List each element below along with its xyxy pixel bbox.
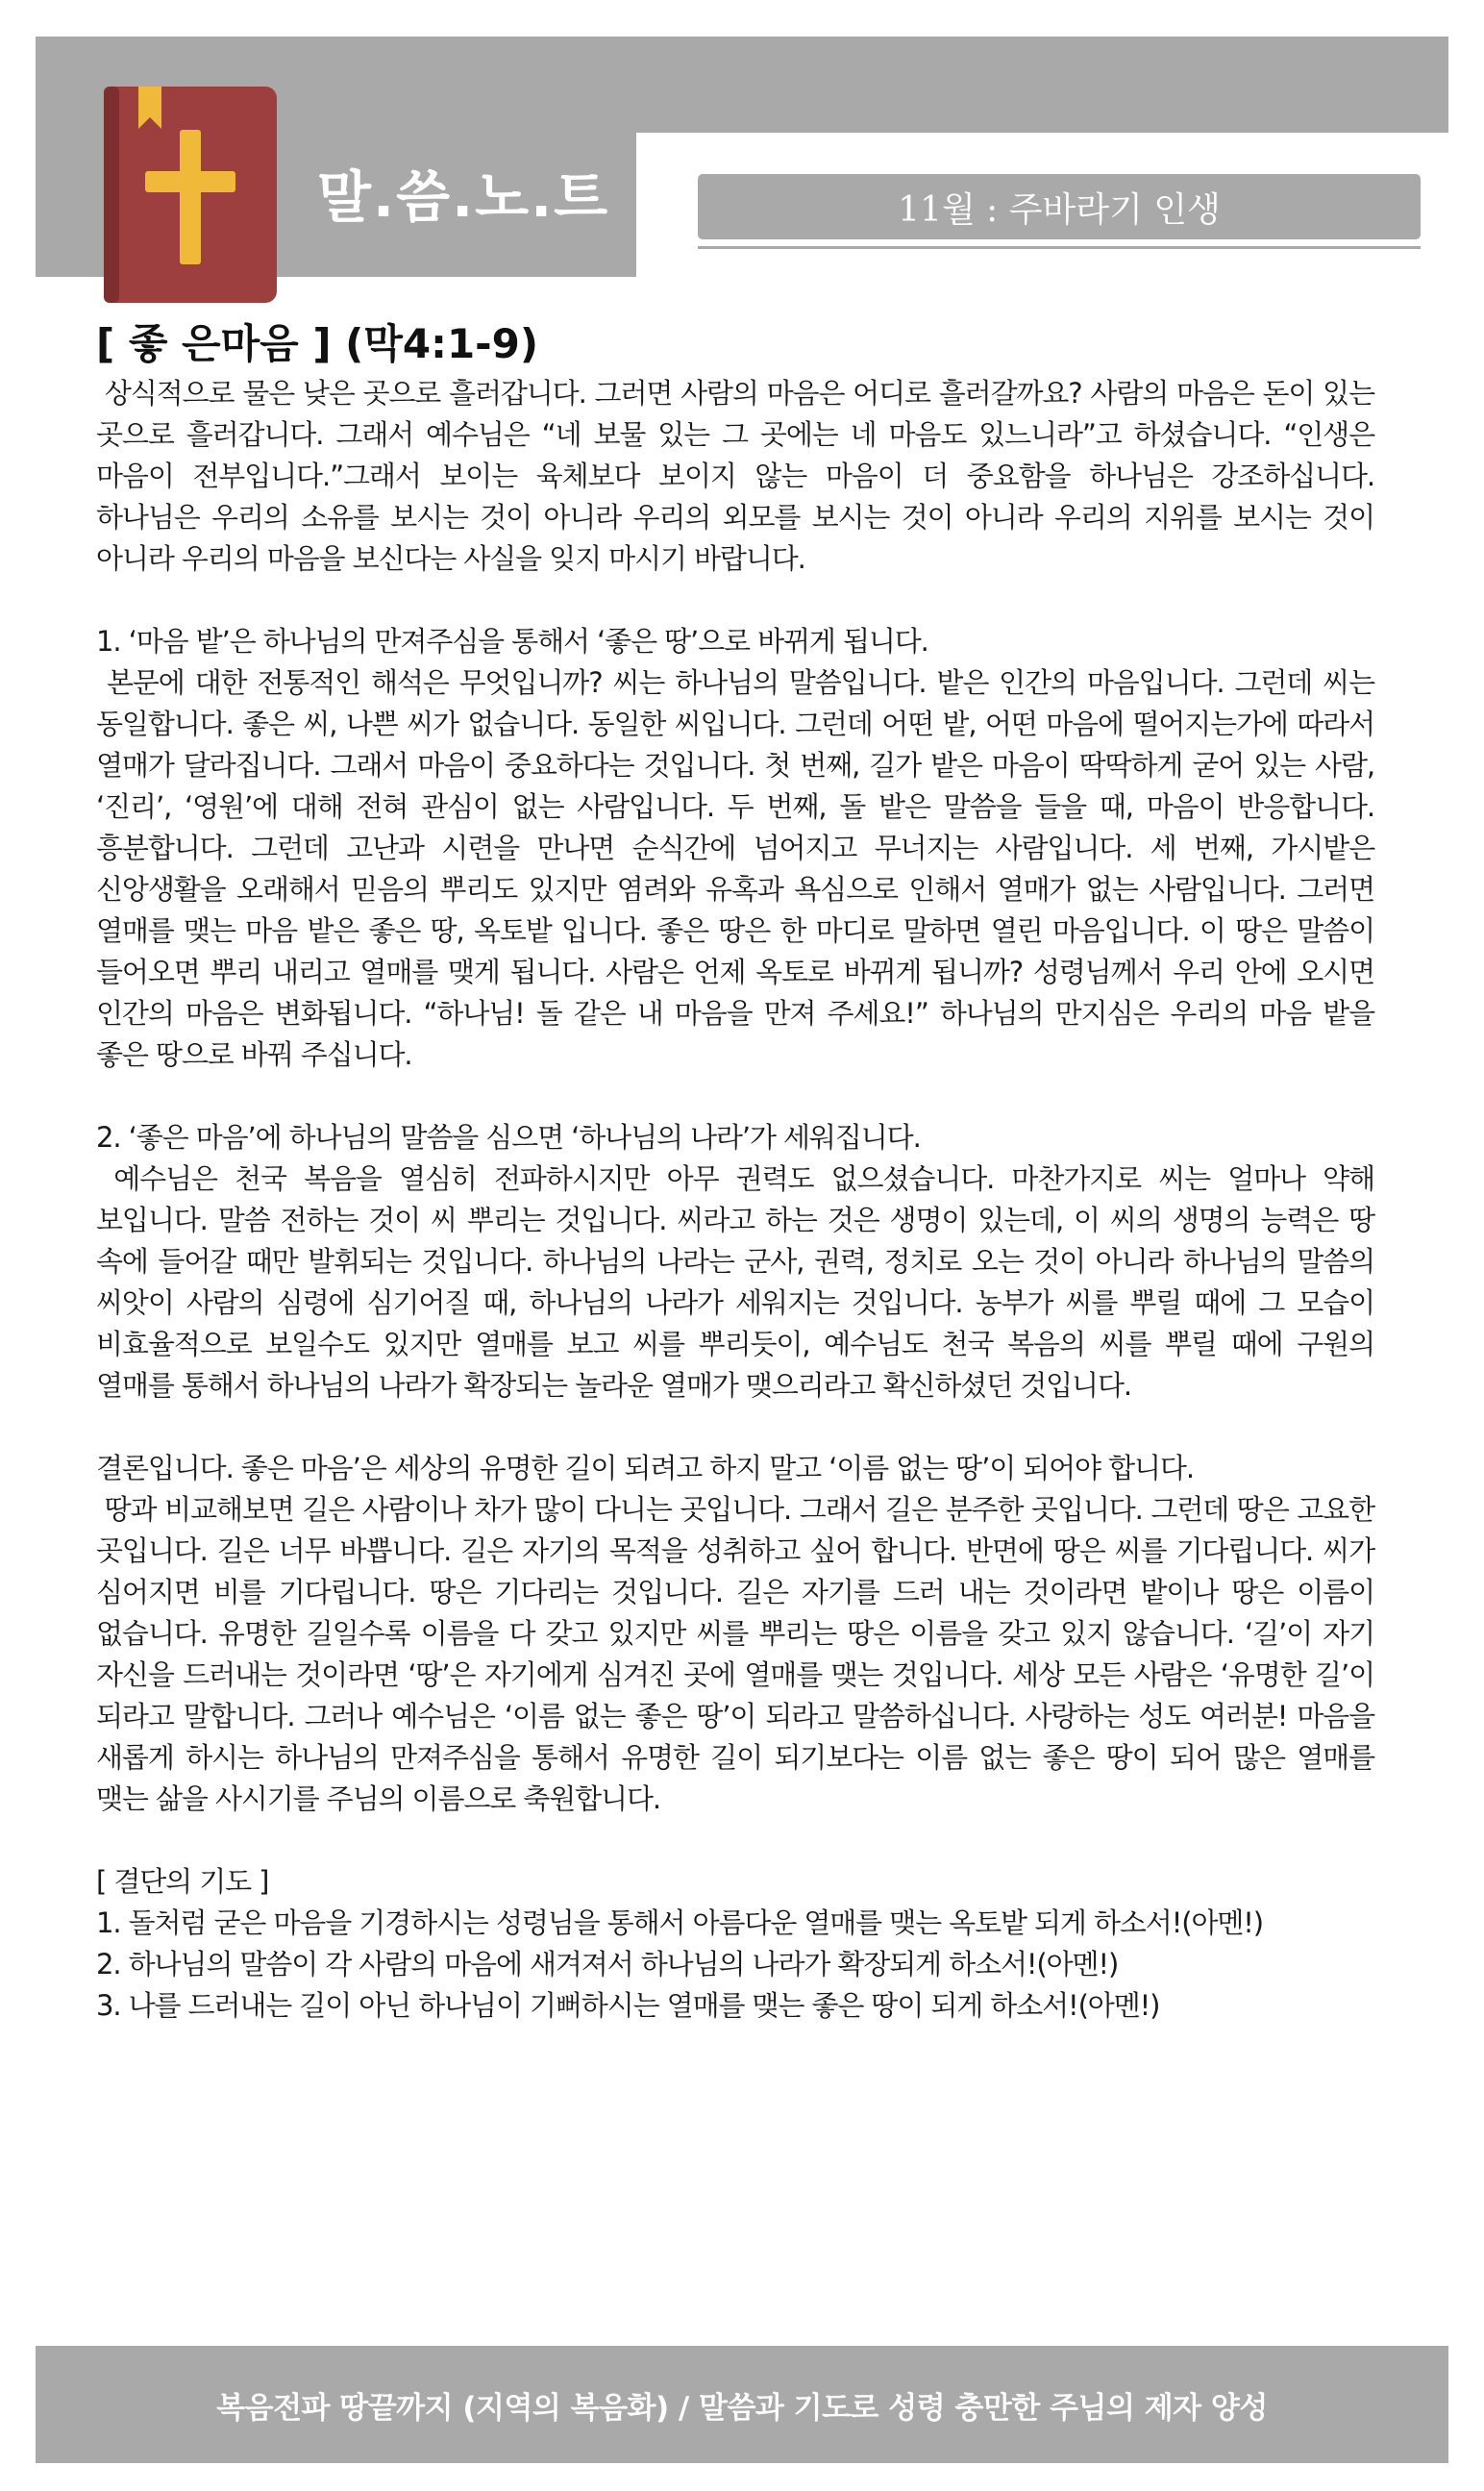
intro-paragraph: 상식적으로 물은 낮은 곳으로 흘러갑니다. 그러면 사람의 마음은 어디로 흘러갈까요? 사람의 마음은 돈이 있는 곳으로 흘러갑니다. 그래서 예수님은 “네 보물 있는 그 곳에는 네 마음도 있느니라”고 하셨습니다. “인생은 마음이 전부입니다.”그래서 보이는 육체보다 보이지 않는 마음이 더 중요함을 하나님은 강조하십니다. 하나님은 우리의 소유를 보시는 것이 아니라 우리의 외모를 보시는 것이 아니라 우리의 지위를 보시는 것이 아니라 우리의 마음을 보신다는 사실을 잊지 마시기 바랍니다. <box>96 377 1374 575</box>
sermon-title: [ 좋 은마음 ] (막4:1-9) <box>96 320 539 367</box>
conclusion-heading: 결론입니다. 좋은 마음’은 세상의 유명한 길이 되려고 하지 말고 ‘이름 없는 땅’이 되어야 합니다. <box>96 1452 1194 1484</box>
paragraph-gap <box>96 1407 1374 1448</box>
point2-paragraph: 예수님은 천국 복음을 열심히 전파하시지만 아무 권력도 없으셨습니다. 마찬가지로 씨는 얼마나 약해 보입니다. 말씀 전하는 것이 씨 뿌리는 것입니다. 씨라고 하는 것은 생명이 있는데, 이 씨의 생명의 능력은 땅 속에 들어갈 때만 발휘되는 것입니다. 하나님의 나라는 군사, 권력, 정치로 오는 것이 아니라 하나님의 말씀의 씨앗이 사람의 심령에 심기어질 때, 하나님의 나라가 세워지는 것입니다. 농부가 씨를 뿌릴 때에 그 모습이 비효율적으로 보일수도 있지만 열매를 보고 씨를 뿌리듯이, 예수님도 천국 복음의 씨를 뿌릴 때에 구원의 열매를 통해서 하나님의 나라가 확장되는 놀라운 열매가 맺으리라고 확신하셨던 것입니다. <box>96 1162 1374 1402</box>
paragraph-gap <box>96 1076 1374 1117</box>
conclusion-paragraph: 땅과 비교해보면 길은 사람이나 차가 많이 다니는 곳입니다. 그래서 길은 분주한 곳입니다. 그런데 땅은 고요한 곳입니다. 길은 너무 바쁩니다. 길은 자기의 목적을 성취하고 싶어 합니다. 반면에 땅은 씨를 기다립니다. 씨가 심어지면 비를 기다립니다. 땅은 기다리는 것입니다. 길은 자기를 드러 내는 것이라면 밭이나 땅은 이름이 없습니다. 유명한 길일수록 이름을 다 갖고 있지만 씨를 뿌리는 땅은 이름을 갖고 있지 않습니다. ‘길’이 자기 자신을 드러내는 것이라면 ‘땅’은 자기에게 심겨진 곳에 열매를 맺는 것입니다. 세상 모든 사람은 ‘유명한 길’이 되라고 말합니다. 그러나 예수님은 ‘이름 없는 좋은 땅’이 되라고 말씀하십니다. 사랑하는 성도 여러분! 마음을 새롭게 하시는 하나님의 만져주심을 통해서 유명한 길이 되기보다는 이름 없는 좋은 땅이 되어 많은 열매를 맺는 삶을 사시기를 주님의 이름으로 축원합니다. <box>96 1493 1374 1815</box>
logo-text: 말.씀.노.트 <box>317 164 610 230</box>
prayer-item: 2. 하나님의 말씀이 각 사람의 마음에 새겨져서 하나님의 나라가 확장되게 하소서!(아멘!) <box>96 1948 1119 1980</box>
prayer-heading: [ 결단의 기도 ] <box>96 1865 269 1898</box>
point1-heading: 1. ‘마음 밭’은 하나님의 만져주심을 통해서 ‘좋은 땅’으로 바뀌게 됩니다. <box>96 625 928 658</box>
footer-motto: 복음전파 땅끝까지 (지역의 복음화) / 말씀과 기도로 성령 충만한 주님의 제자 양성 <box>36 2346 1448 2463</box>
prayer-item: 3. 나를 드러내는 길이 아닌 하나님이 기뻐하시는 열매를 맺는 좋은 땅이 되게 하소서!(아멘!) <box>96 1989 1160 2022</box>
prayer-item: 1. 돌처럼 굳은 마음을 기경하시는 성령님을 통해서 아름다운 열매를 맺는 옥토밭 되게 하소서!(아멘!) <box>96 1906 1264 1939</box>
sermon-body <box>96 373 1374 2027</box>
point2-heading: 2. ‘좋은 마음’에 하나님의 말씀을 심으면 ‘하나님의 나라’가 세워집니다. <box>96 1121 921 1154</box>
bible-cross-icon <box>104 87 277 303</box>
month-theme-label: 11월 : 주바라기 인생 <box>698 174 1421 239</box>
paragraph-gap <box>96 580 1374 621</box>
point1-paragraph: 본문에 대한 전통적인 해석은 무엇입니까? 씨는 하나님의 말씀입니다. 밭은 인간의 마음입니다. 그런데 씨는 동일합니다. 좋은 씨, 나쁜 씨가 없습니다. 동일한 씨입니다. 그런데 어떤 밭, 어떤 마음에 떨어지는가에 따라서 열매가 달라집니다. 그래서 마음이 중요하다는 것입니다. 첫 번째, 길가 밭은 마음이 딱딱하게 굳어 있는 사람, ‘진리’, ‘영원’에 대해 전혀 관심이 없는 사람입니다. 두 번째, 돌 밭은 말씀을 들을 때, 마음이 반응합니다. 흥분합니다. 그런데 고난과 시련을 만나면 순식간에 넘어지고 무너지는 사람입니다. 세 번째, 가시밭은 신앙생활을 오래해서 믿음의 뿌리도 있지만 염려와 유혹과 욕심으로 인해서 열매가 없는 사람입니다. 그러면 열매를 맺는 마음 밭은 좋은 땅, 옥토밭 입니다. 좋은 땅은 한 마디로 말하면 열린 마음입니다. 이 땅은 말씀이 들어오면 뿌리 내리고 열매를 맺게 됩니다. 사람은 언제 옥토로 바뀌게 됩니까? 성령님께서 우리 안에 오시면 인간의 마음은 변화됩니다. “하나님! 돌 같은 내 마음을 만져 주세요!” 하나님의 만지심은 우리의 마음 밭을 좋은 땅으로 바꿔 주십니다. <box>96 666 1374 1071</box>
paragraph-gap <box>96 1820 1374 1861</box>
month-underline <box>698 246 1421 249</box>
